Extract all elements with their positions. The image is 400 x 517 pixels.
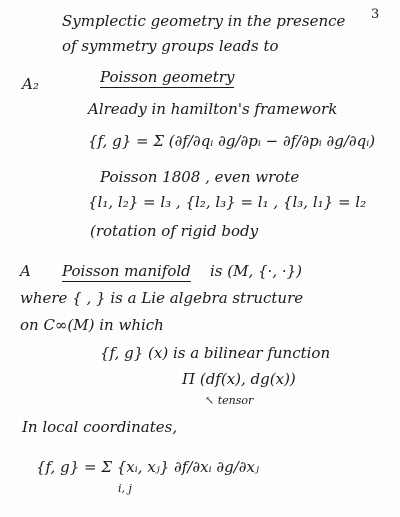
- line-poisson-1808: Poisson 1808 , even wrote: [100, 168, 300, 186]
- line-poisson-manifold-def: is (M, {·, ·}): [210, 262, 303, 280]
- annotation-tensor: ↖ tensor: [205, 394, 254, 407]
- line-local-coordinates: In local coordinates,: [22, 418, 178, 436]
- line-smooth-functions: on C∞(M) in which: [20, 316, 164, 334]
- line-symplectic-geometry: Symplectic geometry in the presence: [62, 12, 346, 30]
- line-symmetry-groups: of symmetry groups leads to: [62, 37, 279, 55]
- line-poisson-manifold-prefix: A: [20, 262, 31, 280]
- equation-sum-index: i, j: [118, 482, 132, 495]
- equation-angular-momentum: {l₁, l₂} = l₃ , {l₂, l₃} = l₁ , {l₃, l₁} = l₂: [88, 193, 367, 211]
- term-poisson-manifold: Poisson manifold: [62, 262, 191, 280]
- equation-local-coordinates: {f, g} = Σ {xᵢ, xⱼ} ∂f/∂xᵢ ∂g/∂xⱼ: [36, 458, 259, 476]
- line-bilinear-function: {f, g} (x) is a bilinear function: [100, 344, 331, 362]
- page-number: 3: [371, 7, 380, 22]
- section-label: A₂: [22, 75, 39, 93]
- line-rigid-body: (rotation of rigid body: [90, 222, 259, 240]
- equation-pi-tensor: Π (df(x), dg(x)): [182, 370, 296, 388]
- equation-poisson-bracket: {f, g} = Σ (∂f/∂qᵢ ∂g/∂pᵢ − ∂f/∂pᵢ ∂g/∂qᵢ): [88, 132, 376, 150]
- line-hamilton-framework: Already in hamilton's framework: [88, 100, 338, 118]
- line-lie-algebra: where { , } is a Lie algebra structure: [20, 289, 304, 307]
- section-title-poisson-geometry: Poisson geometry: [100, 68, 235, 86]
